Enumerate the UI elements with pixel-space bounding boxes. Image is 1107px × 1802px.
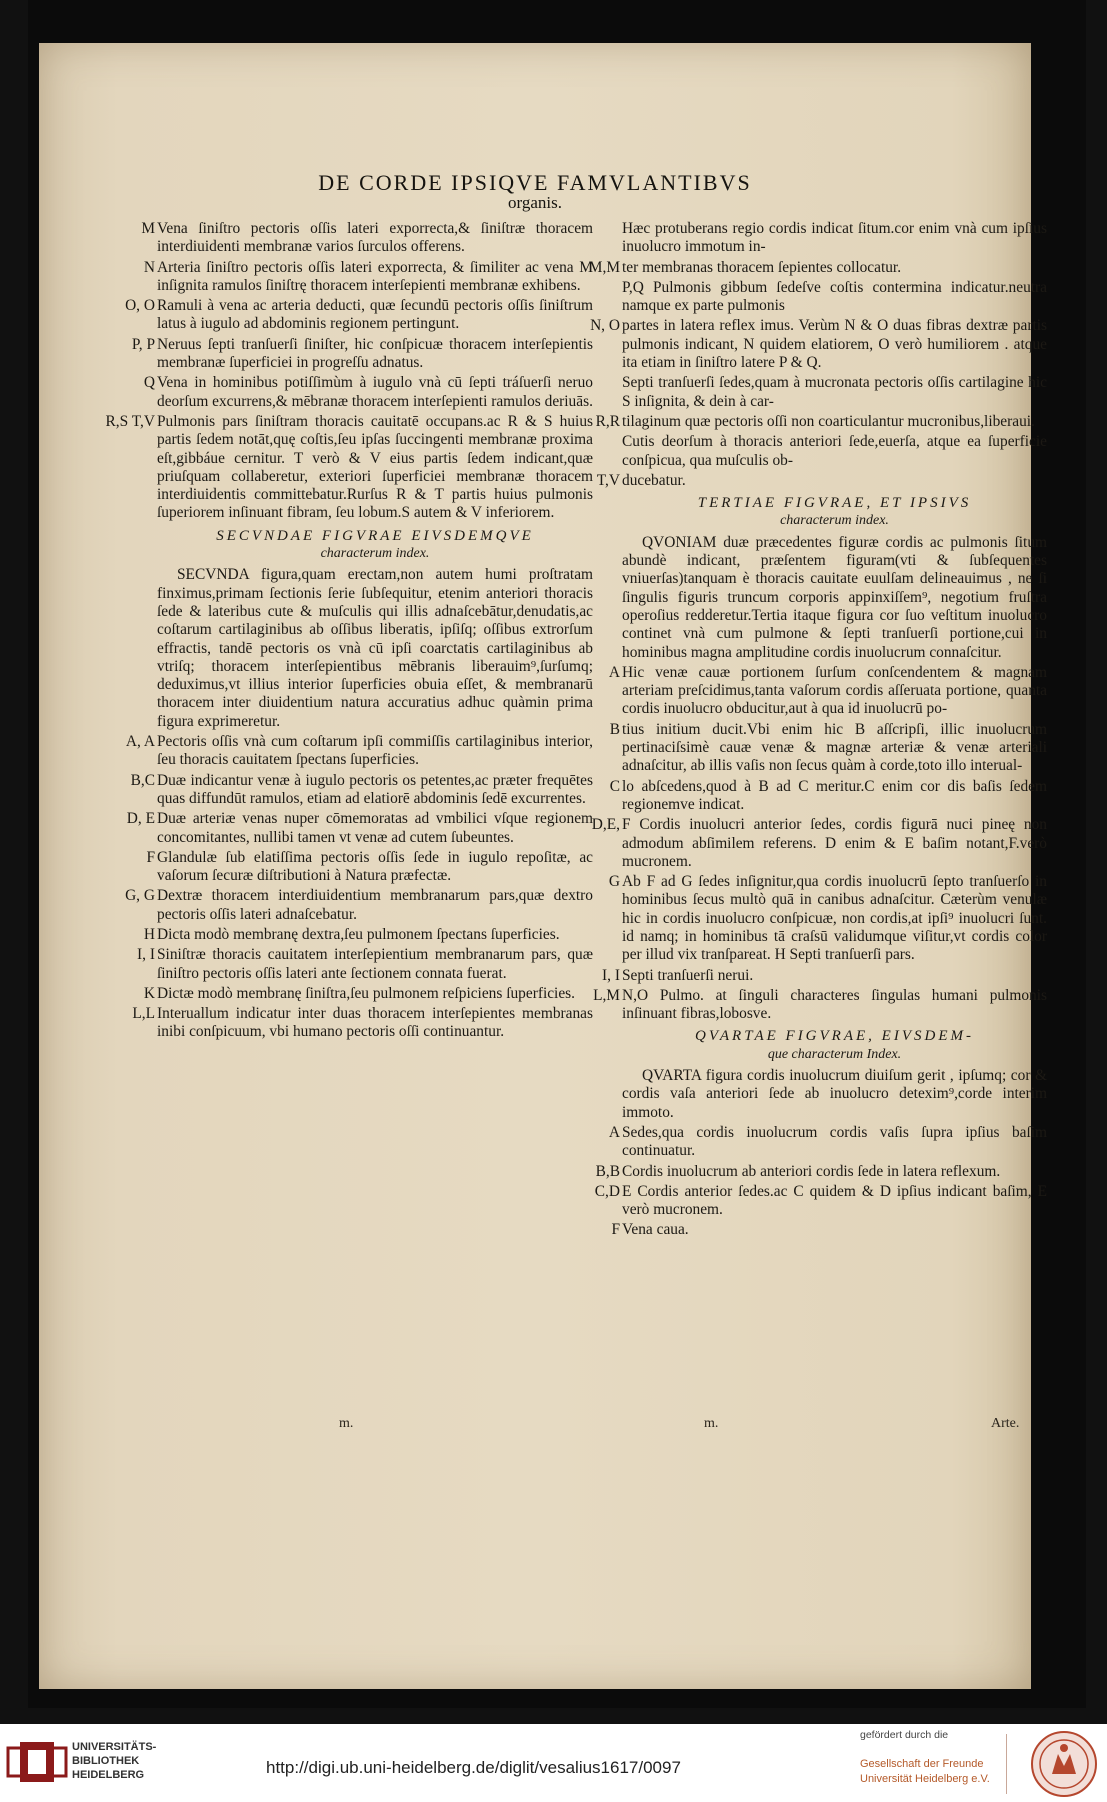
entry-text: Glandulæ ſub elatiſſima pectoris oſſis ſede in iugulo repoſitæ, ac vaſorum ſecuræ diſtributioni à Natura præfectæ. xyxy=(157,848,593,885)
entry-text: Dicta modò membranę dextra,ſeu pulmonem ſpectans ſuperficies. xyxy=(157,925,560,943)
entry-label: D, E xyxy=(126,810,155,828)
entry-label: O, O xyxy=(125,297,155,315)
entry-label: D,E, xyxy=(591,816,620,834)
index-entry xyxy=(126,810,593,847)
index-entry xyxy=(622,433,1047,470)
entry-label: N, O xyxy=(590,317,620,335)
index-entry xyxy=(588,258,1047,277)
entry-text: ducebatur. xyxy=(622,471,686,489)
entry-text: Septi tranſuerſi ſedes,quam à mucronata pectoris oſſis cartilagine hic S inſignita, & dein à car- xyxy=(622,374,1047,410)
entry-text: Interuallum indicatur inter duas thoracem interſepientes membranas inibi conſpicuum, vbi humano pectoris oſſi continuantur. xyxy=(157,1005,593,1041)
third-figure-paragraph: QVONIAM duæ præcedentes figuræ cordis ac pulmonis ſitum abundè indicant, præſentem figuram(vti & ſubſequentes vniuerſas)tanquam è thoracis cauitate euulſam delineauimus , ne ſi ſingulis figuris truncum corporis appinxiſſem⁹, negotium fruſtra operoſius redderetur.Tertia itaque figura cor ſuo veſtitum inuolucro continet vnà cum pulmone & ſepti tranſuerſi portione,cui in hominibus magna amplitudine cordis inuolucrum connaſcitur. xyxy=(622,533,1047,661)
society-line1: Gesellschaft der Freunde xyxy=(860,1758,984,1770)
entry-label: L,L xyxy=(132,1005,155,1023)
index-entry xyxy=(622,220,1047,257)
fourth-figure-subheading: que characterum Index. xyxy=(767,1046,902,1062)
entry-text: Vena caua. xyxy=(622,1221,689,1239)
footer-divider xyxy=(1006,1734,1007,1794)
entry-label: A xyxy=(608,1123,620,1141)
entry-text: Dextræ thoracem interdiuidentium membranarum pars,quæ dextro pectoris oſſis lateri adnaſcebatur. xyxy=(157,887,593,923)
entry-label: C xyxy=(609,777,620,795)
entry-text: lo abſcedens,quod à B ad C meritur.C enim cor dis baſis ſedem regionemve indicat. xyxy=(622,777,1047,813)
index-entry xyxy=(594,1182,1047,1220)
index-entry xyxy=(608,663,1047,719)
entry-label: R,S T,V xyxy=(105,412,155,430)
entry-text: ter membranas thoracem ſepientes collocatur. xyxy=(622,258,902,276)
entry-text: Sedes,qua cordis inuolucrum cordis vaſis ſupra ipſius baſim continuatur. xyxy=(622,1123,1047,1160)
index-entry xyxy=(611,1221,1047,1239)
index-entry xyxy=(591,816,1047,871)
index-entry xyxy=(609,777,1047,815)
second-figure-subheading: characterum index. xyxy=(320,546,430,562)
entry-label: F xyxy=(611,1221,620,1239)
index-entry xyxy=(609,720,1047,776)
entry-label: B,C xyxy=(130,771,155,789)
index-entry xyxy=(608,873,1047,964)
entry-text: Cordis inuolucrum ab anteriori cordis ſede in latera reflexum. xyxy=(622,1162,1001,1180)
entry-text: Ab F ad G ſedes inſignitur,qua cordis inuolucrū ſepto tranſuerſo in hominibus ſecus multò quā in canibus adnaſcitur. Cæterùm venulæ hic in cordis inuolucro conſpicuæ, non cordis,at ipſi⁹ inuolucri ſunt. id namq; in hominibus tā craſsū validumque viſitur,vt cordis color per illud vix tranſpareat. H Septi tranſuerſi pars. xyxy=(622,873,1047,964)
entry-label: H xyxy=(143,925,155,943)
index-entry xyxy=(622,374,1047,411)
entry-text: Duæ indicantur venæ à iugulo pectoris os petentes,ac præter frequētes quas diffundūt ramulos, etiam ad elatiorē abdominis ſedē excurrentes. xyxy=(157,771,593,807)
signature-mark-right: m. xyxy=(704,1416,719,1431)
index-entry xyxy=(602,966,1047,985)
index-entry xyxy=(596,471,1047,490)
entry-text: partes in latera reflex imus. Verùm N & O duas fibras dextræ partis pulmonis indicant, N quidem elatiorem, O verò humiliorem . atque ita etiam in ſiniſtro latere P & Q. xyxy=(622,317,1047,372)
entry-text: Cutis deorſum à thoracis anteriori ſede,euerſa, atque ea ſuperficie conſpicua, qua muſculis ob- xyxy=(622,433,1047,469)
entry-label: I, I xyxy=(137,946,155,964)
index-entry xyxy=(146,848,593,886)
index-entry xyxy=(105,412,593,523)
entry-text: Vena in hominibus potiſſimùm à iugulo vnà cū ſepti tráſuerſi neruo deorſum excurrens,& mēbranæ thoracem interſepienti ramulos deriuās. xyxy=(157,374,593,410)
entry-label: G, G xyxy=(125,887,155,905)
catchword: Arte. xyxy=(991,1416,1020,1431)
entry-label: A, A xyxy=(125,733,155,751)
book-page xyxy=(39,43,1047,1689)
library-logo-icon[interactable] xyxy=(6,1738,68,1786)
fourth-figure-paragraph: QVARTA figura cordis inuolucrum diuiſum gerit , ipſumq; cor & cordis vaſa anteriori ſede ab inuolucro detexim⁹,corde interim immoto. xyxy=(622,1067,1047,1121)
entry-text: P,Q Pulmonis gibbum ſedeſve coſtis contermina indicatur.neutra namque ex parte pulmonis xyxy=(622,278,1047,315)
index-entry xyxy=(125,297,593,334)
entry-text: N,O Pulmo. at ſinguli characteres ſingulas humani pulmonis inſinuant fibras,lobosve. xyxy=(622,986,1047,1023)
entry-text: Pulmonis pars ſiniſtram thoracis cauitatē occupans.ac R & S huius partis ſedem notāt,quę coſtis,ſeu ipſas ſuccingenti membranæ proxima eſt,gibbáue cernitur. T verò & V eius partis ſedem indicant,quæ priuſquam collaberetur, exteriori ſuperficiei membranæ thoracem interdiuidentis committebatur.Rurſus R & T partis huius pulmonis ſuperiorem inſinuant fibram, ſeu lobum.S autem & V inferiorem. xyxy=(157,412,593,522)
entry-text: Hic venæ cauæ portionem ſurſum conſcendentem & magnam arteriam preſcidimus,tanta vaſorum cordis aſſeruata portione, quanta cordis inuolucro obducitur,aut à qua id inuolucrū po- xyxy=(622,663,1047,718)
funded-by-label: gefördert durch die xyxy=(860,1729,949,1741)
entry-text: Hæc protuberans regio cordis indicat ſitum.cor enim vnà cum ipſius inuolucro immotum in- xyxy=(622,220,1047,256)
society-link[interactable] xyxy=(860,1757,990,1787)
index-entry xyxy=(590,317,1047,372)
third-figure-heading: TERTIAE FIGVRAE, ET IPSIVS xyxy=(697,495,972,512)
index-entry xyxy=(137,946,593,983)
library-name[interactable] xyxy=(72,1740,156,1782)
university-seal-icon xyxy=(1030,1730,1098,1798)
entry-label: G xyxy=(608,873,620,891)
entry-label: L,M xyxy=(593,986,620,1004)
library-name-line1: UNIVERSITÄTS- xyxy=(72,1741,157,1753)
entry-label: I, I xyxy=(602,966,620,984)
entry-label: T,V xyxy=(596,471,620,489)
entry-text: tilaginum quæ pectoris oſſi non coarticulantur mucronibus,liberaui. xyxy=(622,412,1035,430)
page-title: DE CORDE IPSIQVE FAMVLANTIBVS xyxy=(318,170,752,195)
entry-label: C,D xyxy=(594,1182,620,1200)
index-entry xyxy=(125,887,593,924)
entry-text: F Cordis inuolucri anterior ſedes, cordis figurā nuci pineę non admodum abſimilem referens. D enim & E baſim notant,F.verò mucronem. xyxy=(622,816,1047,870)
index-entry xyxy=(593,986,1047,1024)
signature-mark-left: m. xyxy=(339,1416,354,1431)
entry-label: R,R xyxy=(595,412,620,430)
index-entry xyxy=(622,279,1047,316)
entry-text: Siniſtræ thoracis cauitatem interſepientium membranarum pars, quæ ſiniſtro pectoris oſſis lateri ante ſectionem connata fuerat. xyxy=(157,946,593,982)
library-name-line2: BIBLIOTHEK xyxy=(72,1755,140,1767)
index-entry xyxy=(595,1162,1047,1181)
index-entry xyxy=(125,733,593,770)
index-entry xyxy=(143,925,593,944)
page-subtitle: organis. xyxy=(508,193,562,212)
entry-text: Dictæ modò membranę ſiniſtra,ſeu pulmonem reſpiciens ſuperficies. xyxy=(157,984,575,1002)
society-line2: Universität Heidelberg e.V. xyxy=(860,1773,990,1785)
entry-label: A xyxy=(608,663,620,681)
second-figure-heading: SECVNDAE FIGVRAE EIVSDEMQVE xyxy=(216,527,534,544)
entry-label: B,B xyxy=(595,1162,620,1180)
index-entry xyxy=(608,1123,1047,1161)
index-entry xyxy=(132,1005,593,1042)
library-name-line3: HEIDELBERG xyxy=(72,1769,145,1781)
right-column xyxy=(588,220,1047,1242)
entry-label: P, P xyxy=(131,335,155,353)
index-entry xyxy=(141,220,593,257)
entry-text: Septi tranſuerſi nerui. xyxy=(622,966,754,984)
entry-text: Neruus ſepti tranſuerſi ſiniſter, hic conſpicuæ thoracem interſepientis membranæ ſuperficiei in progreſſu adnatus. xyxy=(157,335,593,372)
second-figure-paragraph: SECVNDA figura,quam erectam,non autem humi proſtratam finximus,primam ſectionis ſerie ſubſequitur, etenim anteriori thoracis ſede & lateribus cute & muſculis qui illis adnaſcebātur,denudatis,ac coſtarum cartilaginibus ab oſſibus liberatis, ipſiſq; oſſibus extrorſum effractis, tandē pectoris os vnà cū ipſi coarctatis cartilaginibus ab vtriſq; thoracem interſepientibus mēbranis liberauim⁹,ſurſumq; deduximus,vt illius interior ſuperficies obuia eſſet, & membranarū thoracem inter diuidentium natura accuratius adhuc quàmin prima figura exprimeretur. xyxy=(157,566,593,730)
entry-text: Vena ſiniſtro pectoris oſſis lateri exporrecta,& ſiniſtræ thoracem interdiuidenti membranæ varios ſurculos offerens. xyxy=(157,220,593,256)
entry-label: M xyxy=(141,220,155,237)
index-entry xyxy=(143,984,593,1003)
index-entry xyxy=(595,412,1047,431)
index-entry xyxy=(143,374,593,411)
entry-text: Pectoris oſſis vnà cum coſtarum ipſi commiſſis cartilaginibus interior, ſeu thoracis cauitatem ſpectans ſuperficies. xyxy=(157,733,593,769)
fourth-figure-heading: QVARTAE FIGVRAE, EIVSDEM- xyxy=(695,1028,974,1045)
entry-label: B xyxy=(609,720,620,738)
entry-text: Ramuli à vena ac arteria deducti, quæ ſecundū pectoris oſſis ſiniſtrum latus à iugulo ad abdominis regionem pertingunt. xyxy=(157,297,593,333)
third-figure-subheading: characterum index. xyxy=(780,513,889,529)
entry-text: tius initium ducit.Vbi enim hic B aſſcripſi, illic inuolucrum pertinaciſsimè cauæ venæ & magnæ arteriæ & venæ arteriali adnaſcitur, ab illis vaſis non ſecus quàm à corde,toto illo interual- xyxy=(622,720,1047,775)
entry-label: F xyxy=(146,848,155,866)
entry-text: E Cordis anterior ſedes.ac C quidem & D ipſius indicant baſim, E verò mucronem. xyxy=(622,1182,1047,1219)
index-entry xyxy=(131,335,593,373)
entry-text: Duæ arteriæ venas nuper cōmemoratas ad vmbilici vſque regionem concomitantes, nullibi tamen vt venæ ad cutem ſubeuntes. xyxy=(157,810,593,846)
entry-label: Q xyxy=(143,374,155,392)
entry-label: K xyxy=(143,984,155,1002)
left-column xyxy=(105,220,593,1044)
permalink-url[interactable]: http://digi.ub.uni-heidelberg.de/diglit/vesalius1617/0097 xyxy=(266,1758,681,1777)
entry-label: N xyxy=(143,258,155,276)
index-entry xyxy=(130,771,593,809)
entry-text: Arteria ſiniſtro pectoris oſſis lateri exporrecta, & ſimiliter ac vena M inſignita ramulos ſiniſtrę thoracem interſepienti membranæ exhibens. xyxy=(157,258,593,294)
entry-label: M,M xyxy=(588,258,620,276)
index-entry xyxy=(143,258,593,296)
